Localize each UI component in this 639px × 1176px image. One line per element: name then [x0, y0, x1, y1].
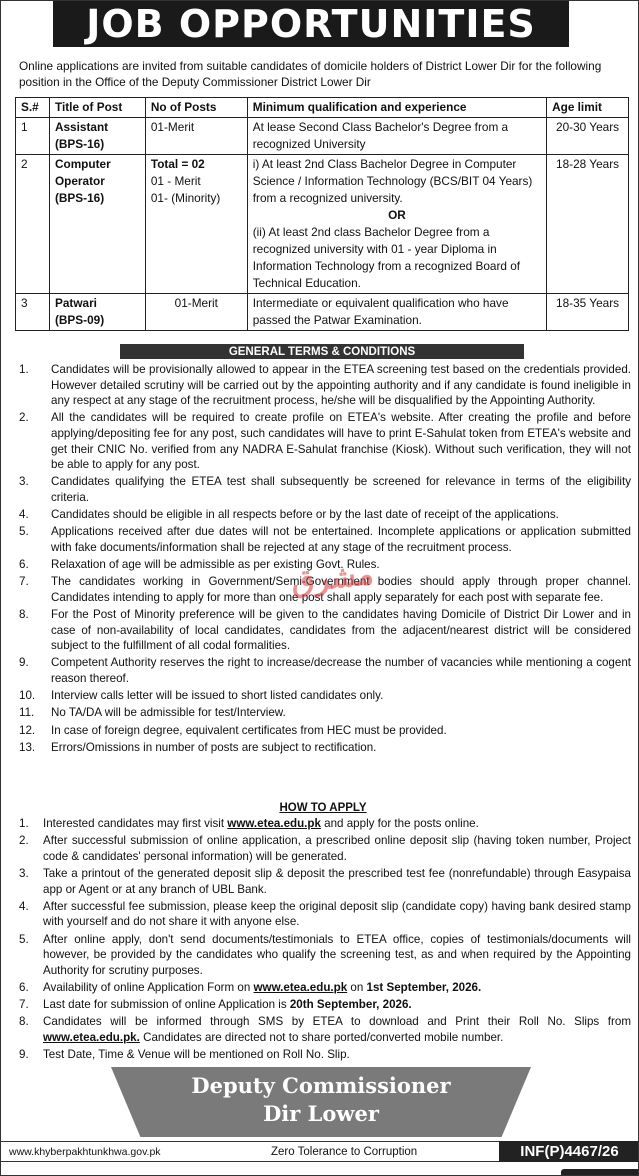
item-text: Last date for submission of online Application is — [43, 998, 290, 1012]
cell-posts — [145, 155, 247, 294]
qualification-option-a: i) At least 2nd Class Bachelor Degree in Computer Science / Information Technology (BCS/BIT 04 Years) from a recognized university. — [252, 157, 533, 205]
item-number: 8. — [19, 1015, 29, 1029]
post-title-line2: Operator — [54, 174, 105, 188]
last-date: 20th September, 2026. — [289, 998, 412, 1012]
availability-date: 1st September, 2026. — [366, 980, 482, 994]
item-number: 9. — [19, 1048, 29, 1062]
list-item — [1, 1014, 631, 1045]
post-bps: (BPS-16) — [54, 137, 105, 151]
list-item — [1, 980, 631, 996]
newspaper-watermark: مشرق — [289, 556, 376, 601]
list-item — [1, 899, 631, 930]
etea-website-link[interactable]: www.etea.edu.pk — [253, 980, 348, 994]
post-title-line1: Computer — [54, 157, 111, 171]
signatory-district: Dir Lower — [263, 1101, 379, 1126]
item-number: 1. — [19, 363, 29, 376]
item-number: 9. — [19, 656, 29, 670]
col-header-sno: S.# — [16, 98, 50, 118]
item-text: Test Date, Time & Venue will be mentioned on Roll No. Slip. — [43, 1048, 350, 1062]
item-text: Competent Authority reserves the right to increase/decrease the number of vacancies while mentioning a cogent reason thereof. — [51, 656, 631, 686]
corner-tab — [561, 1169, 639, 1176]
item-number: 8. — [19, 608, 29, 622]
posts-minority: 01- (Minority) — [150, 191, 221, 205]
cell-title — [49, 118, 145, 155]
item-text: Take a printout of the generated deposit slip & deposit the prescribed test fee (nonrefundable) through Easypaisa app or Agent or at any branch of UBL Bank. — [43, 866, 631, 896]
item-text: and apply for the posts online. — [320, 817, 479, 830]
item-number: 5. — [19, 525, 29, 539]
item-number: 2. — [19, 411, 29, 425]
item-text: Candidates should be eligible in all respects before or by the last date of receipt of the applications. — [51, 508, 559, 522]
col-header-posts: No of Posts — [145, 98, 247, 118]
item-text: Candidates qualifying the ETEA test shall subsequently be screened for relevance in terms of the eligibility criteria. — [51, 475, 631, 504]
cell-title — [49, 155, 145, 294]
table-row — [16, 155, 629, 294]
intro-paragraph: Online applications are invited from suitable candidates of domicile holders of District Lower Dir for the following position in the Office of the Deputy Commissioner District Lower Dir — [19, 59, 602, 89]
terms-list — [1, 362, 631, 757]
cell-qualification — [247, 155, 546, 294]
list-item — [1, 688, 631, 704]
item-text: No TA/DA will be admissible for test/Interview. — [51, 706, 286, 720]
list-item — [1, 866, 631, 897]
cell-posts: 01-Merit — [145, 118, 247, 155]
list-item — [1, 932, 631, 979]
list-item — [1, 524, 631, 555]
col-header-title: Title of Post — [49, 98, 145, 118]
item-number: 10. — [19, 689, 36, 703]
item-text: Candidates will be provisionally allowed to appear in the ETEA screening test based on the credentials provided. However detailed scrutiny will be carried out by the appointing authority and if any candidate is found ineligible in any respect at any stage of the recruitment process, he/she will be disqualified by the Appointing Authority. — [51, 363, 631, 408]
advertisement-reference: INF(P)4467/26 — [499, 1141, 639, 1162]
terms-heading: GENERAL TERMS & CONDITIONS — [120, 344, 524, 359]
list-item — [1, 362, 631, 409]
list-item — [1, 607, 631, 654]
item-text: The candidates working in Government/Semi-Government bodies should apply through proper channel. Candidates intending to apply for more than one post shall apply separately for each post with separate fee. — [51, 575, 631, 604]
item-text: Candidates are directed not to share ported/converted mobile number. — [139, 1030, 504, 1044]
etea-website-link[interactable]: www.etea.edu.pk — [227, 817, 321, 830]
item-text: Errors/Omissions in number of posts are subject to rectification. — [51, 740, 377, 754]
how-to-apply-heading: HOW TO APPLY — [279, 801, 367, 814]
item-text: Interview calls letter will be issued to short listed candidates only. — [51, 689, 384, 703]
col-header-qualification: Minimum qualification and experience — [247, 98, 546, 118]
item-number: 11. — [19, 706, 35, 720]
item-text: After successful fee submission, please keep the original deposit slip (candidate copy) having bank desired stamp with yourself and do not share it with anyone else. — [43, 899, 631, 929]
cell-qualification: At lease Second Class Bachelor's Degree from a recognized University — [247, 118, 546, 155]
cell-age: 18-35 Years — [547, 294, 629, 331]
item-text: After online apply, don't send documents/testimonials to ETEA office, copies of testimonials/documents will however, be provided by the candidates who qualify the screening test, as and when required by the Appointing Authority for scrutiny purposes. — [43, 932, 631, 977]
list-item — [1, 507, 631, 523]
item-number: 5. — [19, 932, 29, 946]
footer-slogan: Zero Tolerance to Corruption — [271, 1146, 418, 1158]
item-number: 2. — [19, 834, 29, 848]
cell-sno: 1 — [16, 118, 50, 155]
item-number: 4. — [19, 899, 29, 913]
table-row — [16, 294, 629, 331]
item-number: 12. — [19, 723, 36, 737]
cell-title — [49, 294, 145, 331]
item-number: 4. — [19, 508, 29, 522]
item-number: 7. — [19, 575, 29, 589]
list-item — [1, 410, 631, 472]
how-to-apply-list — [1, 816, 631, 1064]
qualification-option-b: (ii) At least 2nd class Bachelor Degree from a recognized university with 01 - year Diploma in Information Technology from a recognized Board of Technical Education. — [252, 225, 521, 290]
item-number: 1. — [19, 817, 29, 830]
list-item — [1, 655, 631, 686]
col-header-age: Age limit — [547, 98, 629, 118]
list-item — [1, 740, 631, 756]
list-item — [1, 816, 631, 832]
post-bps: (BPS-16) — [54, 191, 105, 205]
footer-website: www.khyberpakhtunkhwa.gov.pk — [9, 1146, 161, 1158]
item-text: Candidates will be informed through SMS by ETEA to download and Print their Roll No. Slips from — [43, 1015, 631, 1029]
item-text: Interested candidates may first visit — [43, 817, 228, 830]
qualification-or: OR — [388, 208, 406, 222]
list-item — [1, 1047, 631, 1063]
item-number: 3. — [19, 475, 29, 489]
list-item — [1, 474, 631, 505]
cell-age: 20-30 Years — [547, 118, 629, 155]
post-title: Assistant — [54, 120, 109, 134]
list-item — [1, 723, 631, 739]
item-number: 7. — [19, 998, 29, 1012]
signatory-title: Deputy Commissioner — [191, 1073, 451, 1098]
item-text: on — [347, 980, 367, 994]
list-item — [1, 997, 631, 1013]
etea-website-link[interactable]: www.etea.edu.pk. — [43, 1030, 140, 1044]
table-header-row — [16, 98, 629, 118]
table-row — [16, 118, 629, 155]
posts-merit: 01 - Merit — [150, 174, 201, 188]
cell-posts: 01-Merit — [145, 294, 247, 331]
item-text: For the Post of Minority preference will be given to the candidates having Domicile of District Dir Lower and in case of non-availability of local candidates, candidates from the adjacent/nearest district will be considered subject to the fulfillment of all codal formalities. — [51, 608, 631, 653]
list-item — [1, 705, 631, 721]
item-text: Applications received after due dates will not be entertained. Incomplete applications or application submitted with fake documents/information shall be rejected at any stage of the recruitment process. — [51, 525, 631, 554]
cell-age: 18-28 Years — [547, 155, 629, 294]
item-text: All the candidates will be required to create profile on ETEA's website. After creating the profile and before applying/depositing fee for any post, such candidates will have to print E-Sahulat token from ETEA's website and get their CNIC No. verified from any NADRA E-Sahulat franchise (Kiosk). Without such verification, they will not be able to apply for any post. — [51, 411, 631, 472]
cell-sno: 2 — [16, 155, 50, 294]
item-number: 6. — [19, 558, 29, 572]
item-text: Availability of online Application Form on — [43, 980, 254, 994]
posts-total: Total = 02 — [150, 157, 205, 171]
cell-sno: 3 — [16, 294, 50, 331]
page-title: JOB OPPORTUNITIES — [53, 1, 569, 47]
item-text: In case of foreign degree, equivalent certificates from HEC must be provided. — [51, 723, 447, 737]
cell-qualification: Intermediate or equivalent qualification who have passed the Patwar Examination. — [247, 294, 546, 331]
item-number: 13. — [19, 740, 36, 754]
item-text: After successful submission of online application, a prescribed online deposit slip (having token number, Project code & candidates' personal information) will be generated. — [43, 834, 631, 863]
list-item — [1, 833, 631, 864]
post-bps: (BPS-09) — [54, 313, 105, 327]
item-number: 3. — [19, 866, 29, 880]
posts-table — [15, 97, 629, 331]
item-text: Relaxation of age will be admissible as per existing Govt. Rules. — [51, 558, 380, 572]
item-number: 6. — [19, 980, 29, 994]
post-title: Patwari — [54, 296, 97, 310]
